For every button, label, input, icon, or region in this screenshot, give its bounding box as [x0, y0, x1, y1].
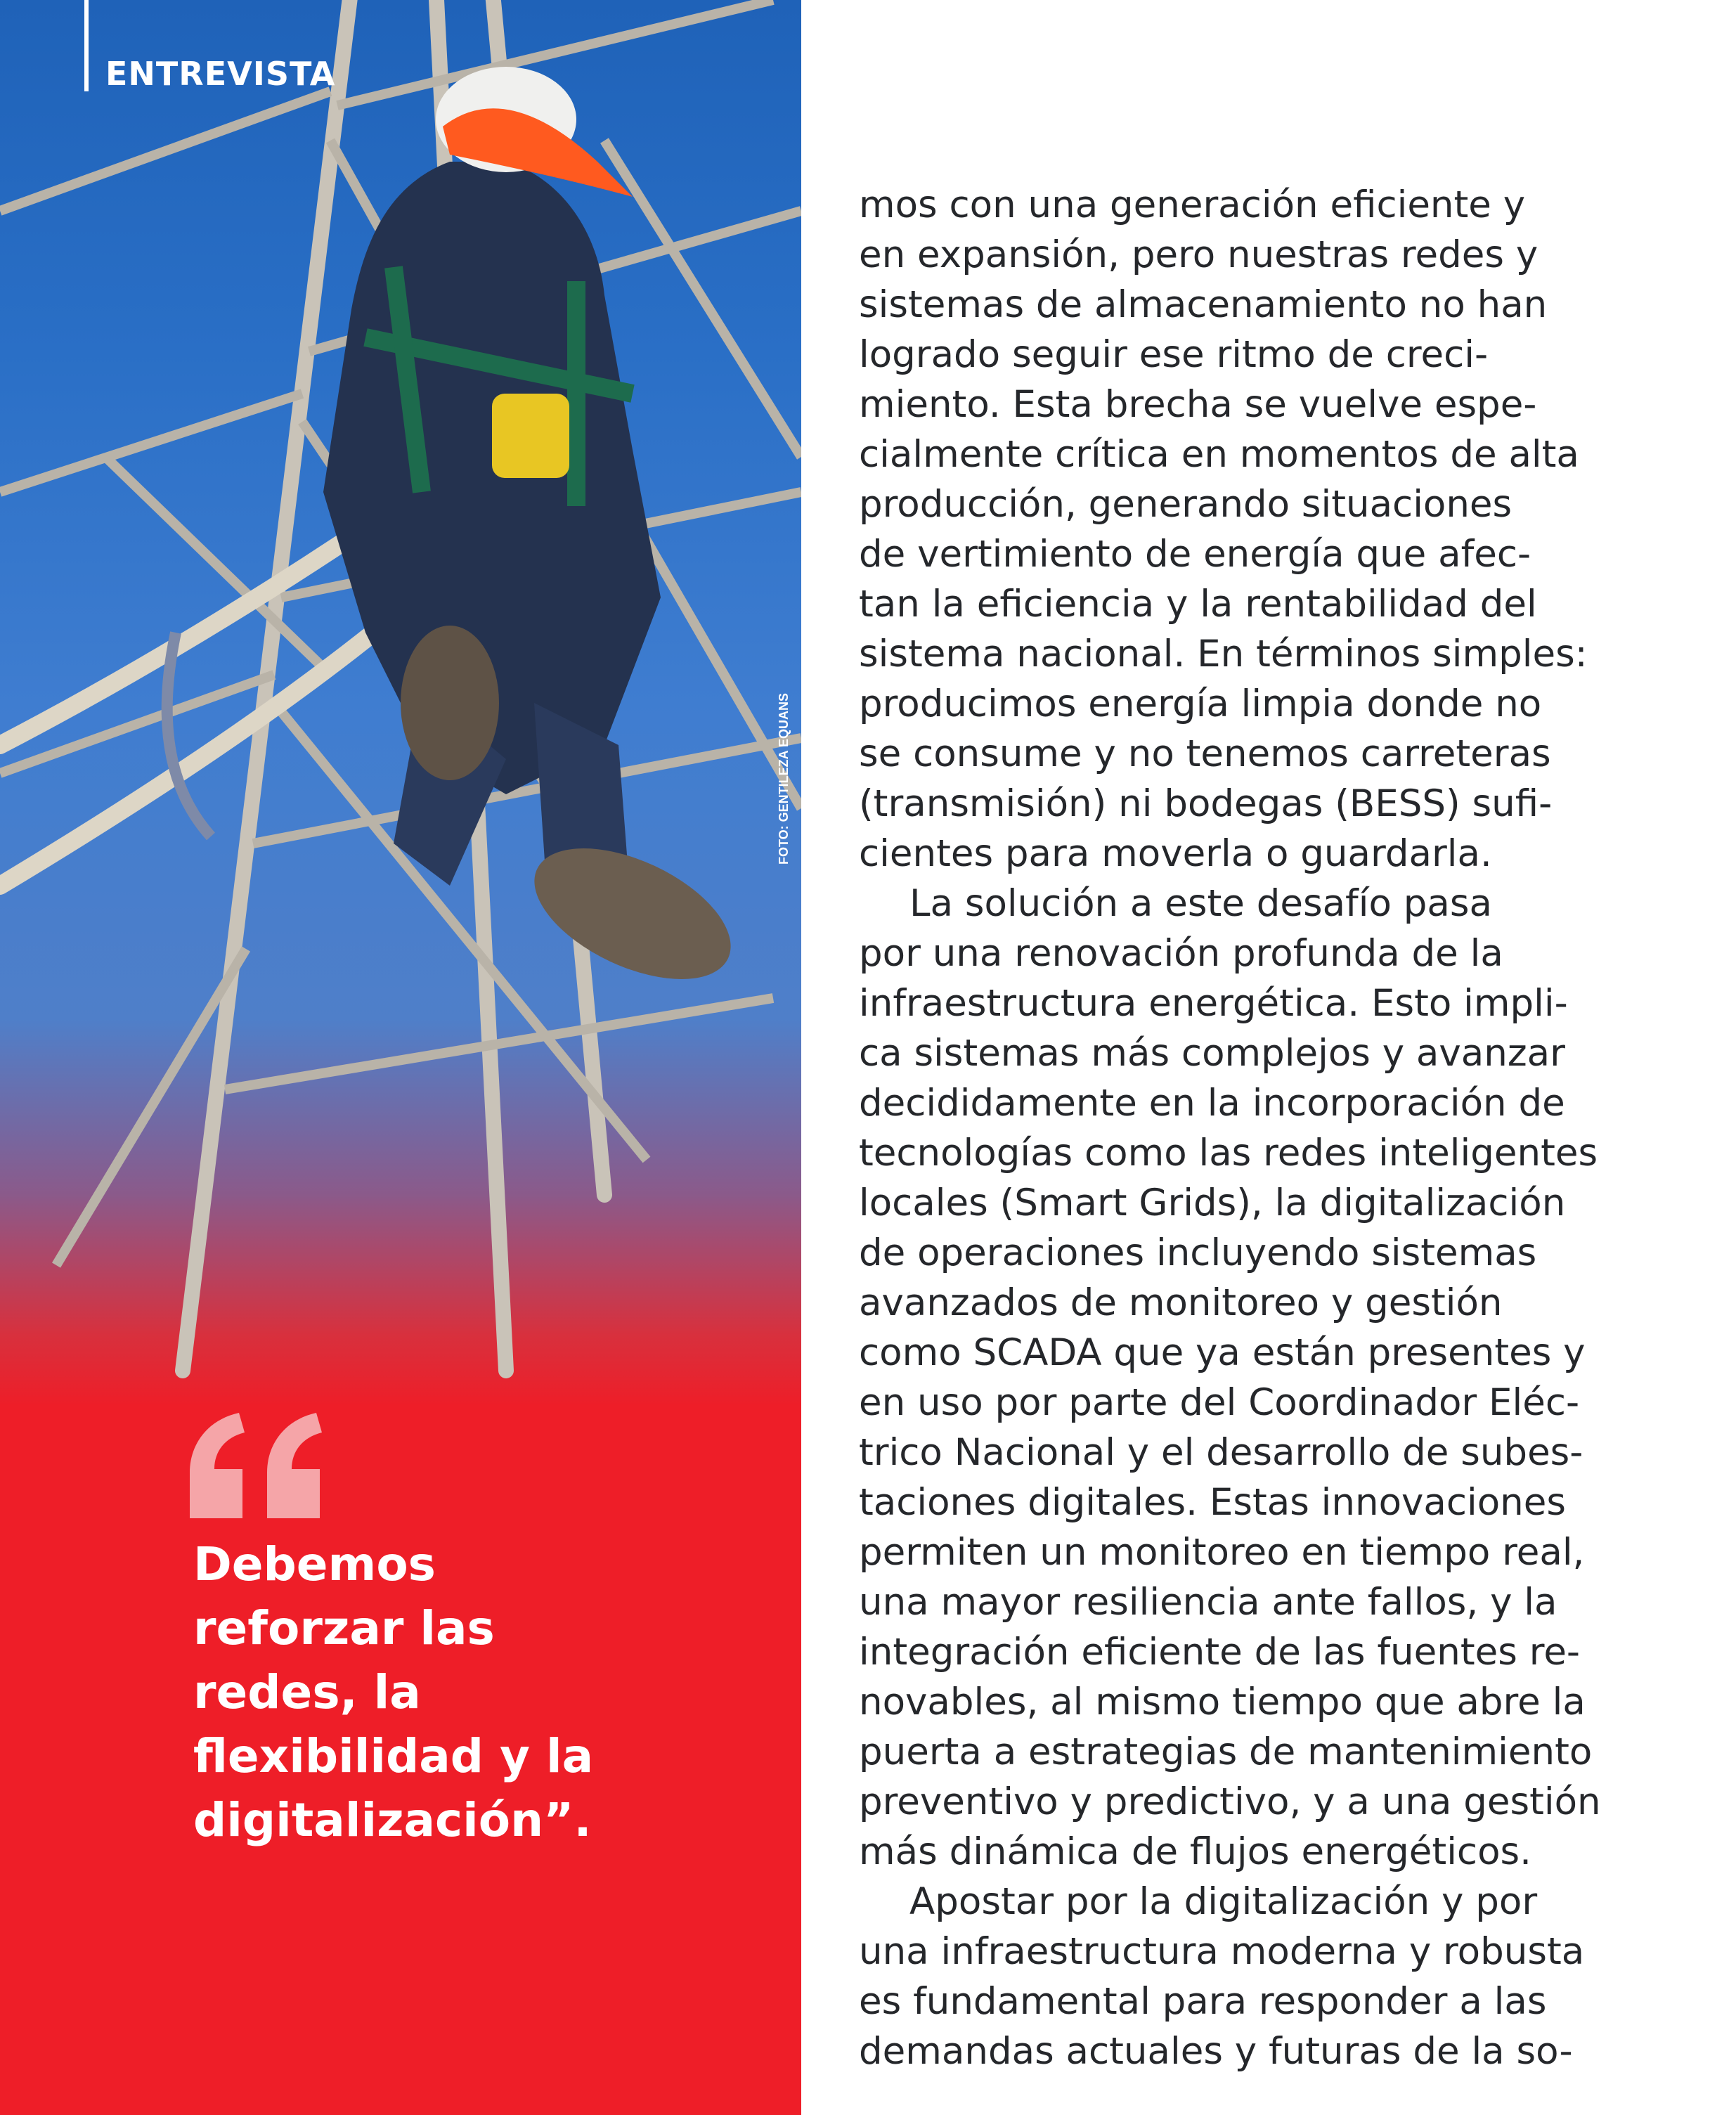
article-line: infraestructura energética. Esto impli-: [859, 982, 1568, 1025]
article-line: sistemas de almacenamiento no han: [859, 283, 1548, 326]
article-line: avanzados de monitoreo y gestión: [859, 1281, 1503, 1324]
quote-mark-icon: [190, 1413, 323, 1518]
paragraph-start-line: Apostar por la digitalización y por: [909, 1880, 1538, 1923]
article-line: cialmente crítica en momentos de alta: [859, 433, 1579, 476]
article-line: tecnologías como las redes inteligentes: [859, 1132, 1598, 1175]
article-line: novables, al mismo tiempo que abre la: [859, 1681, 1586, 1723]
article-line: se consume y no tenemos carreteras: [859, 732, 1551, 775]
article-line: más dinámica de flujos energéticos.: [859, 1830, 1531, 1873]
article-line: de operaciones incluyendo sistemas: [859, 1231, 1537, 1274]
article-line: una mayor resiliencia ante fallos, y la: [859, 1581, 1557, 1624]
article-line: por una renovación profunda de la: [859, 932, 1503, 975]
pull-quote: Debemos reforzar las redes, la flexibilidad y la digitalización”.: [193, 1537, 594, 1847]
article-line: producimos energía limpia donde no: [859, 683, 1542, 725]
photo-credit: FOTO: GENTILEZA EQUANS: [777, 692, 791, 865]
article-line: integración eficiente de las fuentes re-: [859, 1631, 1581, 1674]
article-line: puerta a estrategias de mantenimiento: [859, 1731, 1593, 1773]
article-line: cientes para moverla o guardarla.: [859, 832, 1492, 875]
article-line: logrado seguir ese ritmo de creci-: [859, 333, 1489, 376]
tower-worker-photo: [0, 0, 801, 1413]
article-line: preventivo y predictivo, y a una gestión: [859, 1780, 1601, 1823]
section-label: ENTREVISTA: [105, 55, 336, 93]
section-rule: [84, 0, 89, 91]
article-line: ca sistemas más complejos y avanzar: [859, 1032, 1565, 1075]
paragraph-start-line: La solución a este desafío pasa: [909, 882, 1492, 925]
article-line: en uso por parte del Coordinador Eléc-: [859, 1381, 1580, 1424]
article-line: producción, generando situaciones: [859, 483, 1512, 526]
article-line: en expansión, pero nuestras redes y: [859, 233, 1539, 276]
article-line: es fundamental para responder a las: [859, 1980, 1547, 2023]
article-line: taciones digitales. Estas innovaciones: [859, 1481, 1566, 1524]
article-line: como SCADA que ya están presentes y: [859, 1331, 1586, 1374]
article-line: trico Nacional y el desarrollo de subes-: [859, 1431, 1583, 1474]
article-body: [859, 180, 1716, 2076]
article-line: sistema nacional. En términos simples:: [859, 633, 1588, 675]
article-line: permiten un monitoreo en tiempo real,: [859, 1531, 1585, 1574]
photo-panel: [0, 0, 801, 2115]
article-line: miento. Esta brecha se vuelve espe-: [859, 383, 1537, 426]
article-line: (transmisión) ni bodegas (BESS) sufi-: [859, 782, 1553, 825]
article-line: mos con una generación eficiente y: [859, 183, 1526, 226]
article-line: decididamente en la incorporación de: [859, 1082, 1565, 1125]
article-line: de vertimiento de energía que afec-: [859, 533, 1531, 576]
article-line: demandas actuales y futuras de la so-: [859, 2030, 1573, 2073]
article-line: una infraestructura moderna y robusta: [859, 1930, 1585, 1973]
article-line: locales (Smart Grids), la digitalización: [859, 1182, 1566, 1224]
article-line: tan la eficiencia y la rentabilidad del: [859, 583, 1537, 626]
